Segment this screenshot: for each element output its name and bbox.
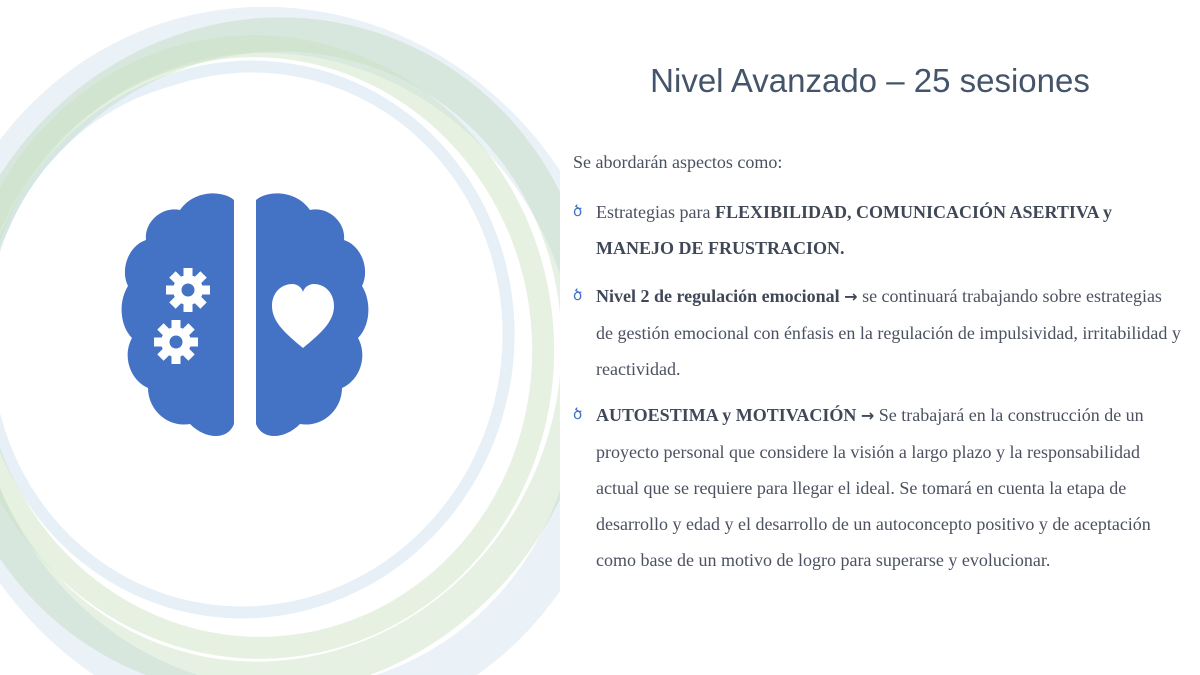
bullet-item (573, 194, 1183, 266)
bullet-text-end: . (840, 238, 845, 258)
bullet-text: Se trabajará en la construcción de un proyecto personal que considere la visión a largo plazo y la responsabilidad actual que se requiere para llegar el ideal. Se tomará en cuenta la etapa de desarrollo y edad y el desarrollo de un autoconcepto positivo y de aceptación como base de un motivo de logro para superarse y evolucionar. (596, 405, 1151, 570)
bullet-item (573, 397, 1183, 578)
arrow-right-icon: → (844, 287, 858, 306)
bullet-marker-icon: ծ (573, 407, 583, 423)
bullet-text: Estrategias para (596, 202, 715, 222)
arrow-right-icon: → (860, 406, 875, 425)
intro-text: Se abordarán aspectos como: (573, 152, 783, 172)
bullet-bold-text: Nivel 2 de regulación emocional (596, 286, 840, 306)
brain-gears-heart-icon (118, 188, 372, 440)
bullet-bold-text: AUTOESTIMA y MOTIVACIÓN (596, 405, 857, 425)
bullet-marker-icon: ծ (573, 288, 583, 304)
bullet-text: se continuará trabajando sobre estrategias de gestión emocional con énfasis en la regulación de impulsividad, irritabilidad y reactividad. (596, 286, 1181, 379)
bullet-item (573, 278, 1183, 387)
bullet-marker-icon: ծ (573, 204, 583, 220)
slide-title: Nivel Avanzado – 25 sesiones (650, 62, 1090, 99)
bullet-bold-text: FLEXIBILIDAD, COMUNICACIÓN ASERTIVA y MANEJO DE FRUSTRACION (596, 202, 1113, 258)
